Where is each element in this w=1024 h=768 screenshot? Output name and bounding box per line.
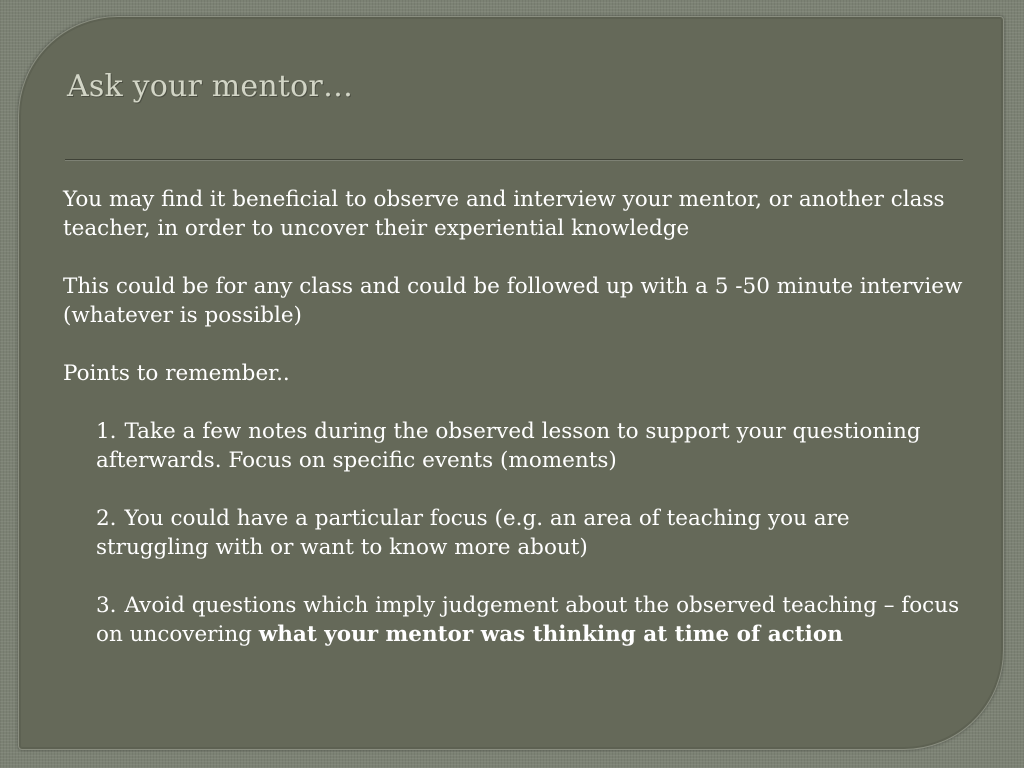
point-text: Avoid questions which imply judgement about the observed teaching – focus on uncovering: [96, 593, 960, 647]
interview-paragraph: This could be for any class and could be followed up with a 5 -50 minute interview (whatever is possible): [63, 274, 963, 328]
point-text: You could have a particular focus (e.g. an area of teaching you are struggling with or want to know more about): [96, 506, 850, 560]
list-item: [96, 417, 963, 475]
points-heading: Points to remember..: [63, 361, 290, 386]
list-item: [96, 504, 963, 562]
point-text: Take a few notes during the observed lesson to support your questioning afterwards. Focus on specific events (moments): [96, 419, 921, 473]
point-emphasis: what your mentor was thinking at time of action: [258, 622, 843, 647]
point-number: 1.: [96, 419, 117, 444]
slide-content: [63, 185, 963, 649]
list-item: [96, 591, 963, 649]
point-number: 3.: [96, 593, 117, 618]
slide-panel: [18, 16, 1004, 750]
points-list: [63, 417, 963, 649]
intro-paragraph: You may find it beneficial to observe and interview your mentor, or another class teacher, in order to uncover their experiential knowledge: [63, 187, 945, 241]
point-number: 2.: [96, 506, 117, 531]
slide-title: Ask your mentor…: [67, 69, 354, 104]
title-divider: [65, 159, 963, 161]
